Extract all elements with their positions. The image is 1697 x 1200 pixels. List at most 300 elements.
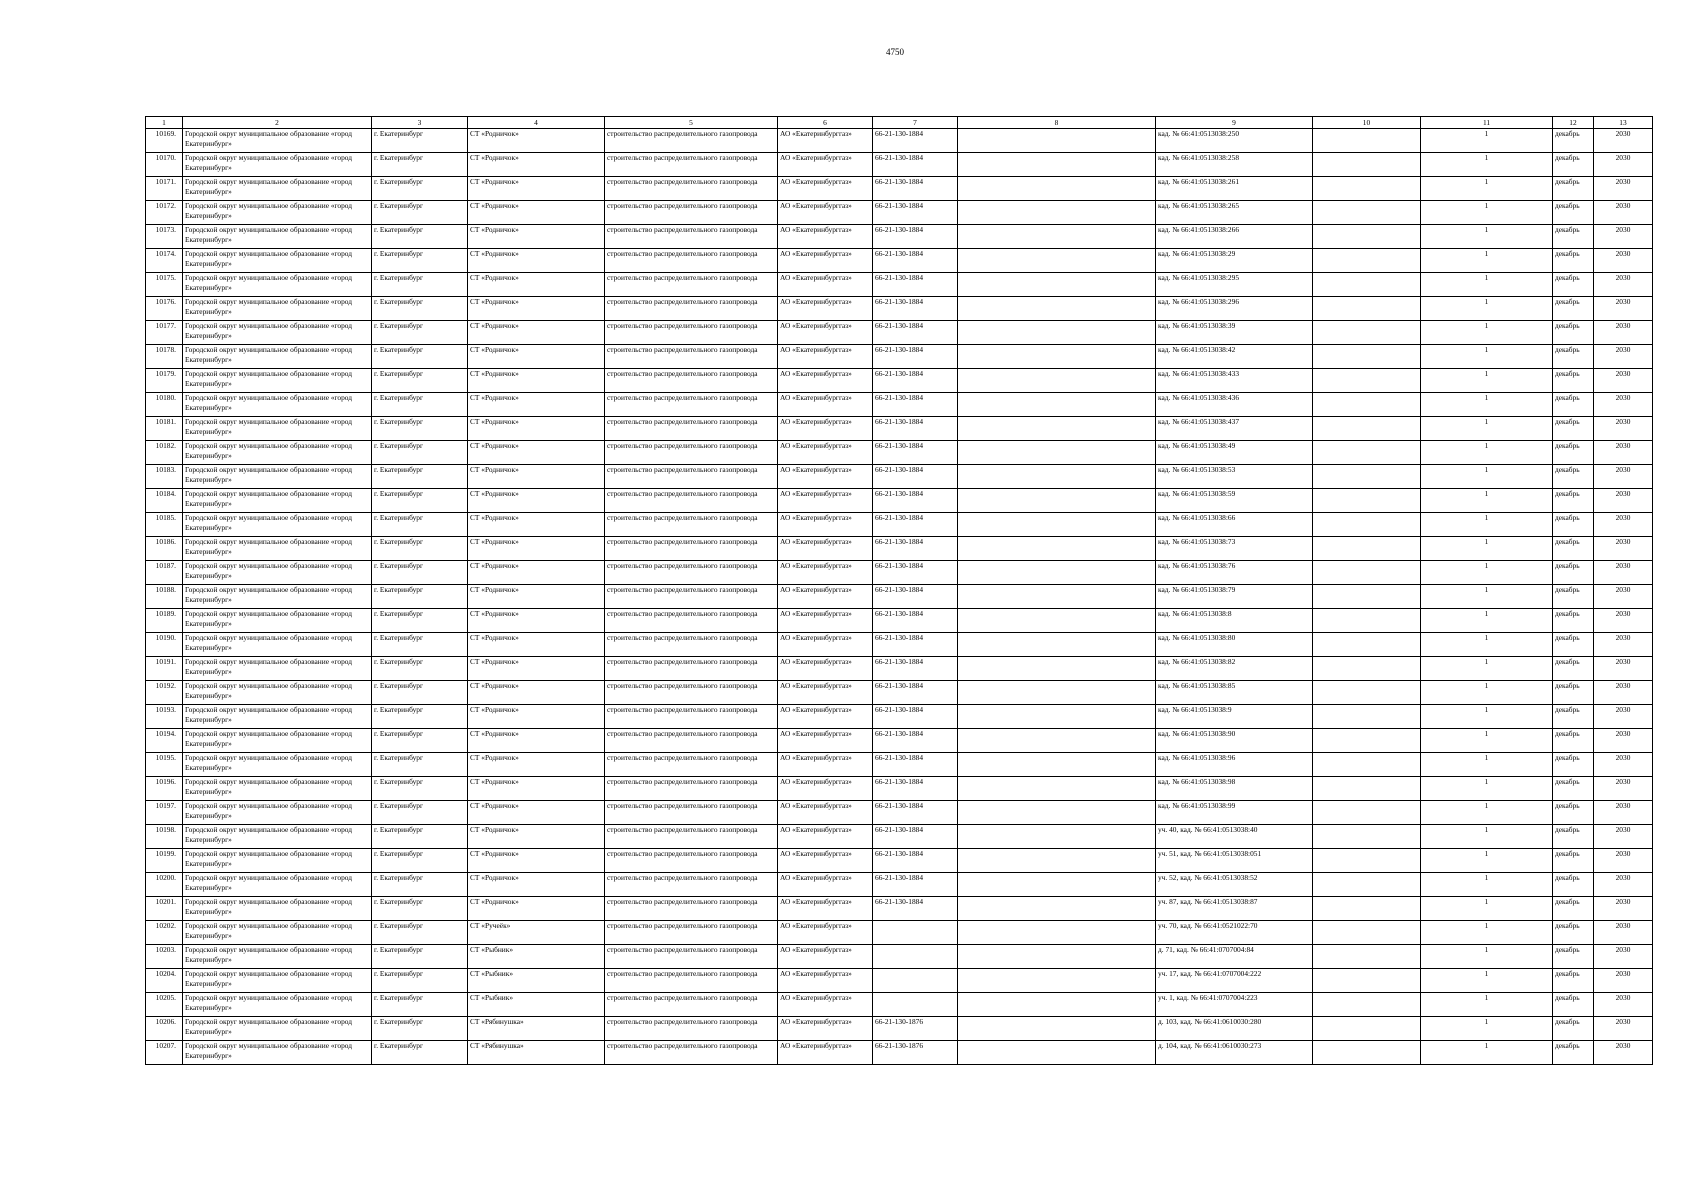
purpose-cell: строительство распределительного газопровода [605,513,778,537]
permit-number-cell: 66-21-130-1884 [873,417,958,441]
organization-cell: АО «Екатеринбурггаз» [778,369,873,393]
blank-col-10-cell [1313,753,1421,777]
permit-number-cell: 66-21-130-1884 [873,345,958,369]
blank-col-8-cell [958,441,1156,465]
year-cell: 2030 [1594,297,1653,321]
year-cell: 2030 [1594,897,1653,921]
organization-cell: АО «Екатеринбурггаз» [778,201,873,225]
month-cell: декабрь [1553,633,1594,657]
column-number-header: 7 [873,117,958,129]
purpose-cell: строительство распределительного газопровода [605,801,778,825]
quantity-cell: 1 [1421,921,1553,945]
year-cell: 2030 [1594,681,1653,705]
cadastral-number-cell: уч. 51, кад. № 66:41:0513038:051 [1156,849,1313,873]
organization-cell: АО «Екатеринбурггаз» [778,609,873,633]
purpose-cell: строительство распределительного газопровода [605,321,778,345]
row-number-cell: 10169. [146,129,183,153]
location-cell: СТ «Родничок» [468,225,605,249]
city-cell: г. Екатеринбург [372,969,468,993]
purpose-cell: строительство распределительного газопровода [605,537,778,561]
organization-cell: АО «Екатеринбурггаз» [778,441,873,465]
quantity-cell: 1 [1421,489,1553,513]
month-cell: декабрь [1553,201,1594,225]
cadastral-number-cell: кад. № 66:41:0513038:266 [1156,225,1313,249]
blank-col-8-cell [958,561,1156,585]
permit-number-cell: 66-21-130-1884 [873,897,958,921]
municipality-cell: Городской округ муниципальное образование «город Екатеринбург» [183,489,372,513]
location-cell: СТ «Родничок» [468,753,605,777]
purpose-cell: строительство распределительного газопровода [605,921,778,945]
blank-col-10-cell [1313,849,1421,873]
cadastral-number-cell: кад. № 66:41:0513038:96 [1156,753,1313,777]
municipality-cell: Городской округ муниципальное образование «город Екатеринбург» [183,537,372,561]
municipality-cell: Городской округ муниципальное образование «город Екатеринбург» [183,177,372,201]
blank-col-8-cell [958,969,1156,993]
location-cell: СТ «Родничок» [468,561,605,585]
quantity-cell: 1 [1421,849,1553,873]
blank-col-10-cell [1313,225,1421,249]
column-number-header: 8 [958,117,1156,129]
table-row [146,201,1653,225]
permit-number-cell: 66-21-130-1884 [873,465,958,489]
blank-col-10-cell [1313,1017,1421,1041]
municipality-cell: Городской округ муниципальное образование «город Екатеринбург» [183,201,372,225]
blank-col-10-cell [1313,609,1421,633]
location-cell: СТ «Родничок» [468,513,605,537]
month-cell: декабрь [1553,993,1594,1017]
blank-col-10-cell [1313,1041,1421,1065]
year-cell: 2030 [1594,225,1653,249]
cadastral-number-cell: кад. № 66:41:0513038:66 [1156,513,1313,537]
purpose-cell: строительство распределительного газопровода [605,993,778,1017]
table-row [146,513,1653,537]
municipality-cell: Городской округ муниципальное образование «город Екатеринбург» [183,225,372,249]
location-cell: СТ «Родничок» [468,273,605,297]
year-cell: 2030 [1594,969,1653,993]
table-row [146,321,1653,345]
table-row [146,729,1653,753]
quantity-cell: 1 [1421,681,1553,705]
row-number-cell: 10185. [146,513,183,537]
permit-number-cell [873,969,958,993]
blank-col-8-cell [958,345,1156,369]
city-cell: г. Екатеринбург [372,369,468,393]
table-row [146,393,1653,417]
table-row [146,897,1653,921]
cadastral-number-cell: кад. № 66:41:0513038:85 [1156,681,1313,705]
row-number-cell: 10170. [146,153,183,177]
purpose-cell: строительство распределительного газопровода [605,1017,778,1041]
organization-cell: АО «Екатеринбурггаз» [778,225,873,249]
month-cell: декабрь [1553,945,1594,969]
organization-cell: АО «Екатеринбурггаз» [778,465,873,489]
city-cell: г. Екатеринбург [372,441,468,465]
cadastral-number-cell: кад. № 66:41:0513038:433 [1156,369,1313,393]
city-cell: г. Екатеринбург [372,153,468,177]
quantity-cell: 1 [1421,657,1553,681]
table-row [146,369,1653,393]
year-cell: 2030 [1594,873,1653,897]
location-cell: СТ «Родничок» [468,153,605,177]
city-cell: г. Екатеринбург [372,345,468,369]
blank-col-8-cell [958,513,1156,537]
page-number: 4750 [886,47,904,57]
table-row [146,297,1653,321]
column-number-header: 3 [372,117,468,129]
blank-col-8-cell [958,849,1156,873]
cadastral-number-cell: д. 103, кад. № 66:41:0610030:280 [1156,1017,1313,1041]
city-cell: г. Екатеринбург [372,273,468,297]
table-row [146,657,1653,681]
permit-number-cell [873,921,958,945]
location-cell: СТ «Родничок» [468,297,605,321]
table-row [146,801,1653,825]
municipality-cell: Городской округ муниципальное образование «город Екатеринбург» [183,273,372,297]
cadastral-number-cell: уч. 52, кад. № 66:41:0513038:52 [1156,873,1313,897]
permit-number-cell [873,945,958,969]
cadastral-number-cell: кад. № 66:41:0513038:73 [1156,537,1313,561]
purpose-cell: строительство распределительного газопровода [605,393,778,417]
municipality-cell: Городской округ муниципальное образование «город Екатеринбург» [183,969,372,993]
column-number-row [146,117,1653,129]
quantity-cell: 1 [1421,153,1553,177]
month-cell: декабрь [1553,777,1594,801]
row-number-cell: 10187. [146,561,183,585]
quantity-cell: 1 [1421,465,1553,489]
blank-col-8-cell [958,225,1156,249]
month-cell: декабрь [1553,369,1594,393]
location-cell: СТ «Родничок» [468,657,605,681]
city-cell: г. Екатеринбург [372,873,468,897]
blank-col-8-cell [958,609,1156,633]
permit-number-cell: 66-21-130-1876 [873,1041,958,1065]
month-cell: декабрь [1553,969,1594,993]
month-cell: декабрь [1553,609,1594,633]
city-cell: г. Екатеринбург [372,201,468,225]
registry-table [145,116,1653,1065]
month-cell: декабрь [1553,825,1594,849]
row-number-cell: 10181. [146,417,183,441]
blank-col-10-cell [1313,249,1421,273]
month-cell: декабрь [1553,249,1594,273]
table-row [146,921,1653,945]
purpose-cell: строительство распределительного газопровода [605,129,778,153]
table-row [146,537,1653,561]
municipality-cell: Городской округ муниципальное образование «город Екатеринбург» [183,153,372,177]
blank-col-10-cell [1313,585,1421,609]
year-cell: 2030 [1594,249,1653,273]
blank-col-10-cell [1313,945,1421,969]
month-cell: декабрь [1553,273,1594,297]
permit-number-cell: 66-21-130-1884 [873,705,958,729]
municipality-cell: Городской округ муниципальное образование «город Екатеринбург» [183,393,372,417]
cadastral-number-cell: д. 71, кад. № 66:41:0707004:84 [1156,945,1313,969]
quantity-cell: 1 [1421,177,1553,201]
row-number-cell: 10183. [146,465,183,489]
table-row [146,129,1653,153]
city-cell: г. Екатеринбург [372,585,468,609]
row-number-cell: 10198. [146,825,183,849]
blank-col-8-cell [958,585,1156,609]
blank-col-10-cell [1313,129,1421,153]
table-row [146,441,1653,465]
city-cell: г. Екатеринбург [372,465,468,489]
blank-col-8-cell [958,129,1156,153]
table-body [146,129,1653,1065]
quantity-cell: 1 [1421,1017,1553,1041]
column-number-header: 1 [146,117,183,129]
blank-col-10-cell [1313,873,1421,897]
quantity-cell: 1 [1421,297,1553,321]
cadastral-number-cell: кад. № 66:41:0513038:79 [1156,585,1313,609]
organization-cell: АО «Екатеринбурггаз» [778,585,873,609]
month-cell: декабрь [1553,177,1594,201]
location-cell: СТ «Родничок» [468,825,605,849]
permit-number-cell: 66-21-130-1884 [873,369,958,393]
cadastral-number-cell: кад. № 66:41:0513038:29 [1156,249,1313,273]
blank-col-10-cell [1313,201,1421,225]
blank-col-8-cell [958,993,1156,1017]
month-cell: декабрь [1553,873,1594,897]
year-cell: 2030 [1594,849,1653,873]
blank-col-8-cell [958,777,1156,801]
table-row [146,489,1653,513]
location-cell: СТ «Родничок» [468,441,605,465]
year-cell: 2030 [1594,513,1653,537]
blank-col-8-cell [958,801,1156,825]
city-cell: г. Екатеринбург [372,1041,468,1065]
city-cell: г. Екатеринбург [372,705,468,729]
municipality-cell: Городской округ муниципальное образование «город Екатеринбург» [183,345,372,369]
organization-cell: АО «Екатеринбурггаз» [778,729,873,753]
month-cell: декабрь [1553,321,1594,345]
column-number-header: 2 [183,117,372,129]
permit-number-cell: 66-21-130-1884 [873,777,958,801]
row-number-cell: 10172. [146,201,183,225]
cadastral-number-cell: кад. № 66:41:0513038:437 [1156,417,1313,441]
row-number-cell: 10190. [146,633,183,657]
city-cell: г. Екатеринбург [372,537,468,561]
column-number-header: 4 [468,117,605,129]
permit-number-cell: 66-21-130-1884 [873,201,958,225]
row-number-cell: 10202. [146,921,183,945]
cadastral-number-cell: уч. 70, кад. № 66:41:0521022:70 [1156,921,1313,945]
blank-col-8-cell [958,921,1156,945]
blank-col-10-cell [1313,177,1421,201]
year-cell: 2030 [1594,657,1653,681]
month-cell: декабрь [1553,561,1594,585]
column-number-header: 9 [1156,117,1313,129]
year-cell: 2030 [1594,489,1653,513]
cadastral-number-cell: кад. № 66:41:0513038:42 [1156,345,1313,369]
purpose-cell: строительство распределительного газопровода [605,489,778,513]
row-number-cell: 10186. [146,537,183,561]
city-cell: г. Екатеринбург [372,729,468,753]
organization-cell: АО «Екатеринбурггаз» [778,945,873,969]
month-cell: декабрь [1553,393,1594,417]
location-cell: СТ «Рыбник» [468,945,605,969]
year-cell: 2030 [1594,777,1653,801]
blank-col-10-cell [1313,321,1421,345]
month-cell: декабрь [1553,537,1594,561]
municipality-cell: Городской округ муниципальное образование «город Екатеринбург» [183,729,372,753]
table-row [146,561,1653,585]
organization-cell: АО «Екатеринбурггаз» [778,393,873,417]
row-number-cell: 10180. [146,393,183,417]
location-cell: СТ «Рыбник» [468,993,605,1017]
blank-col-10-cell [1313,297,1421,321]
table-row [146,153,1653,177]
municipality-cell: Городской округ муниципальное образование «город Екатеринбург» [183,369,372,393]
municipality-cell: Городской округ муниципальное образование «город Екатеринбург» [183,129,372,153]
blank-col-10-cell [1313,921,1421,945]
municipality-cell: Городской округ муниципальное образование «город Екатеринбург» [183,465,372,489]
permit-number-cell: 66-21-130-1884 [873,753,958,777]
blank-col-10-cell [1313,441,1421,465]
table-row [146,585,1653,609]
organization-cell: АО «Екатеринбурггаз» [778,345,873,369]
city-cell: г. Екатеринбург [372,921,468,945]
table-row [146,273,1653,297]
table-row [146,873,1653,897]
blank-col-8-cell [958,873,1156,897]
municipality-cell: Городской округ муниципальное образование «город Екатеринбург» [183,705,372,729]
row-number-cell: 10200. [146,873,183,897]
purpose-cell: строительство распределительного газопровода [605,273,778,297]
city-cell: г. Екатеринбург [372,1017,468,1041]
row-number-cell: 10192. [146,681,183,705]
year-cell: 2030 [1594,417,1653,441]
purpose-cell: строительство распределительного газопровода [605,681,778,705]
row-number-cell: 10171. [146,177,183,201]
location-cell: СТ «Родничок» [468,249,605,273]
municipality-cell: Городской округ муниципальное образование «город Екатеринбург» [183,945,372,969]
blank-col-8-cell [958,897,1156,921]
blank-col-8-cell [958,489,1156,513]
municipality-cell: Городской округ муниципальное образование «город Екатеринбург» [183,441,372,465]
year-cell: 2030 [1594,321,1653,345]
permit-number-cell: 66-21-130-1884 [873,633,958,657]
quantity-cell: 1 [1421,1041,1553,1065]
blank-col-8-cell [958,153,1156,177]
year-cell: 2030 [1594,561,1653,585]
municipality-cell: Городской округ муниципальное образование «город Екатеринбург» [183,321,372,345]
municipality-cell: Городской округ муниципальное образование «город Екатеринбург» [183,681,372,705]
quantity-cell: 1 [1421,585,1553,609]
municipality-cell: Городской округ муниципальное образование «город Екатеринбург» [183,657,372,681]
organization-cell: АО «Екатеринбурггаз» [778,537,873,561]
city-cell: г. Екатеринбург [372,129,468,153]
organization-cell: АО «Екатеринбурггаз» [778,1017,873,1041]
table-row [146,753,1653,777]
month-cell: декабрь [1553,297,1594,321]
blank-col-10-cell [1313,369,1421,393]
quantity-cell: 1 [1421,633,1553,657]
location-cell: СТ «Родничок» [468,369,605,393]
blank-col-8-cell [958,177,1156,201]
organization-cell: АО «Екатеринбурггаз» [778,273,873,297]
month-cell: декабрь [1553,921,1594,945]
municipality-cell: Городской округ муниципальное образование «город Екатеринбург» [183,249,372,273]
row-number-cell: 10177. [146,321,183,345]
year-cell: 2030 [1594,369,1653,393]
month-cell: декабрь [1553,441,1594,465]
cadastral-number-cell: кад. № 66:41:0513038:98 [1156,777,1313,801]
city-cell: г. Екатеринбург [372,297,468,321]
permit-number-cell: 66-21-130-1884 [873,561,958,585]
city-cell: г. Екатеринбург [372,417,468,441]
row-number-cell: 10205. [146,993,183,1017]
municipality-cell: Городской округ муниципальное образование «город Екатеринбург» [183,873,372,897]
municipality-cell: Городской округ муниципальное образование «город Екатеринбург» [183,417,372,441]
location-cell: СТ «Родничок» [468,681,605,705]
blank-col-10-cell [1313,153,1421,177]
cadastral-number-cell: кад. № 66:41:0513038:99 [1156,801,1313,825]
location-cell: СТ «Рябинушка» [468,1041,605,1065]
location-cell: СТ «Родничок» [468,849,605,873]
purpose-cell: строительство распределительного газопровода [605,657,778,681]
blank-col-10-cell [1313,513,1421,537]
table-row [146,1041,1653,1065]
month-cell: декабрь [1553,225,1594,249]
column-number-header: 12 [1553,117,1594,129]
permit-number-cell: 66-21-130-1884 [873,225,958,249]
purpose-cell: строительство распределительного газопровода [605,249,778,273]
purpose-cell: строительство распределительного газопровода [605,369,778,393]
permit-number-cell: 66-21-130-1884 [873,249,958,273]
blank-col-8-cell [958,729,1156,753]
blank-col-8-cell [958,393,1156,417]
month-cell: декабрь [1553,801,1594,825]
municipality-cell: Городской округ муниципальное образование «город Екатеринбург» [183,897,372,921]
municipality-cell: Городской округ муниципальное образование «город Екатеринбург» [183,297,372,321]
row-number-cell: 10204. [146,969,183,993]
year-cell: 2030 [1594,345,1653,369]
location-cell: СТ «Родничок» [468,393,605,417]
organization-cell: АО «Екатеринбурггаз» [778,321,873,345]
municipality-cell: Городской округ муниципальное образование «город Екатеринбург» [183,849,372,873]
cadastral-number-cell: д. 104, кад. № 66:41:0610030:273 [1156,1041,1313,1065]
cadastral-number-cell: кад. № 66:41:0513038:49 [1156,441,1313,465]
organization-cell: АО «Екатеринбурггаз» [778,129,873,153]
row-number-cell: 10189. [146,609,183,633]
row-number-cell: 10184. [146,489,183,513]
cadastral-number-cell: уч. 87, кад. № 66:41:0513038:87 [1156,897,1313,921]
table-row [146,849,1653,873]
purpose-cell: строительство распределительного газопровода [605,729,778,753]
purpose-cell: строительство распределительного газопровода [605,777,778,801]
month-cell: декабрь [1553,129,1594,153]
quantity-cell: 1 [1421,273,1553,297]
location-cell: СТ «Родничок» [468,537,605,561]
blank-col-8-cell [958,369,1156,393]
quantity-cell: 1 [1421,201,1553,225]
city-cell: г. Екатеринбург [372,753,468,777]
blank-col-8-cell [958,657,1156,681]
city-cell: г. Екатеринбург [372,801,468,825]
blank-col-8-cell [958,1017,1156,1041]
cadastral-number-cell: кад. № 66:41:0513038:90 [1156,729,1313,753]
location-cell: СТ «Родничок» [468,705,605,729]
blank-col-10-cell [1313,489,1421,513]
city-cell: г. Екатеринбург [372,225,468,249]
purpose-cell: строительство распределительного газопровода [605,153,778,177]
city-cell: г. Екатеринбург [372,513,468,537]
purpose-cell: строительство распределительного газопровода [605,897,778,921]
city-cell: г. Екатеринбург [372,561,468,585]
purpose-cell: строительство распределительного газопровода [605,465,778,489]
year-cell: 2030 [1594,753,1653,777]
